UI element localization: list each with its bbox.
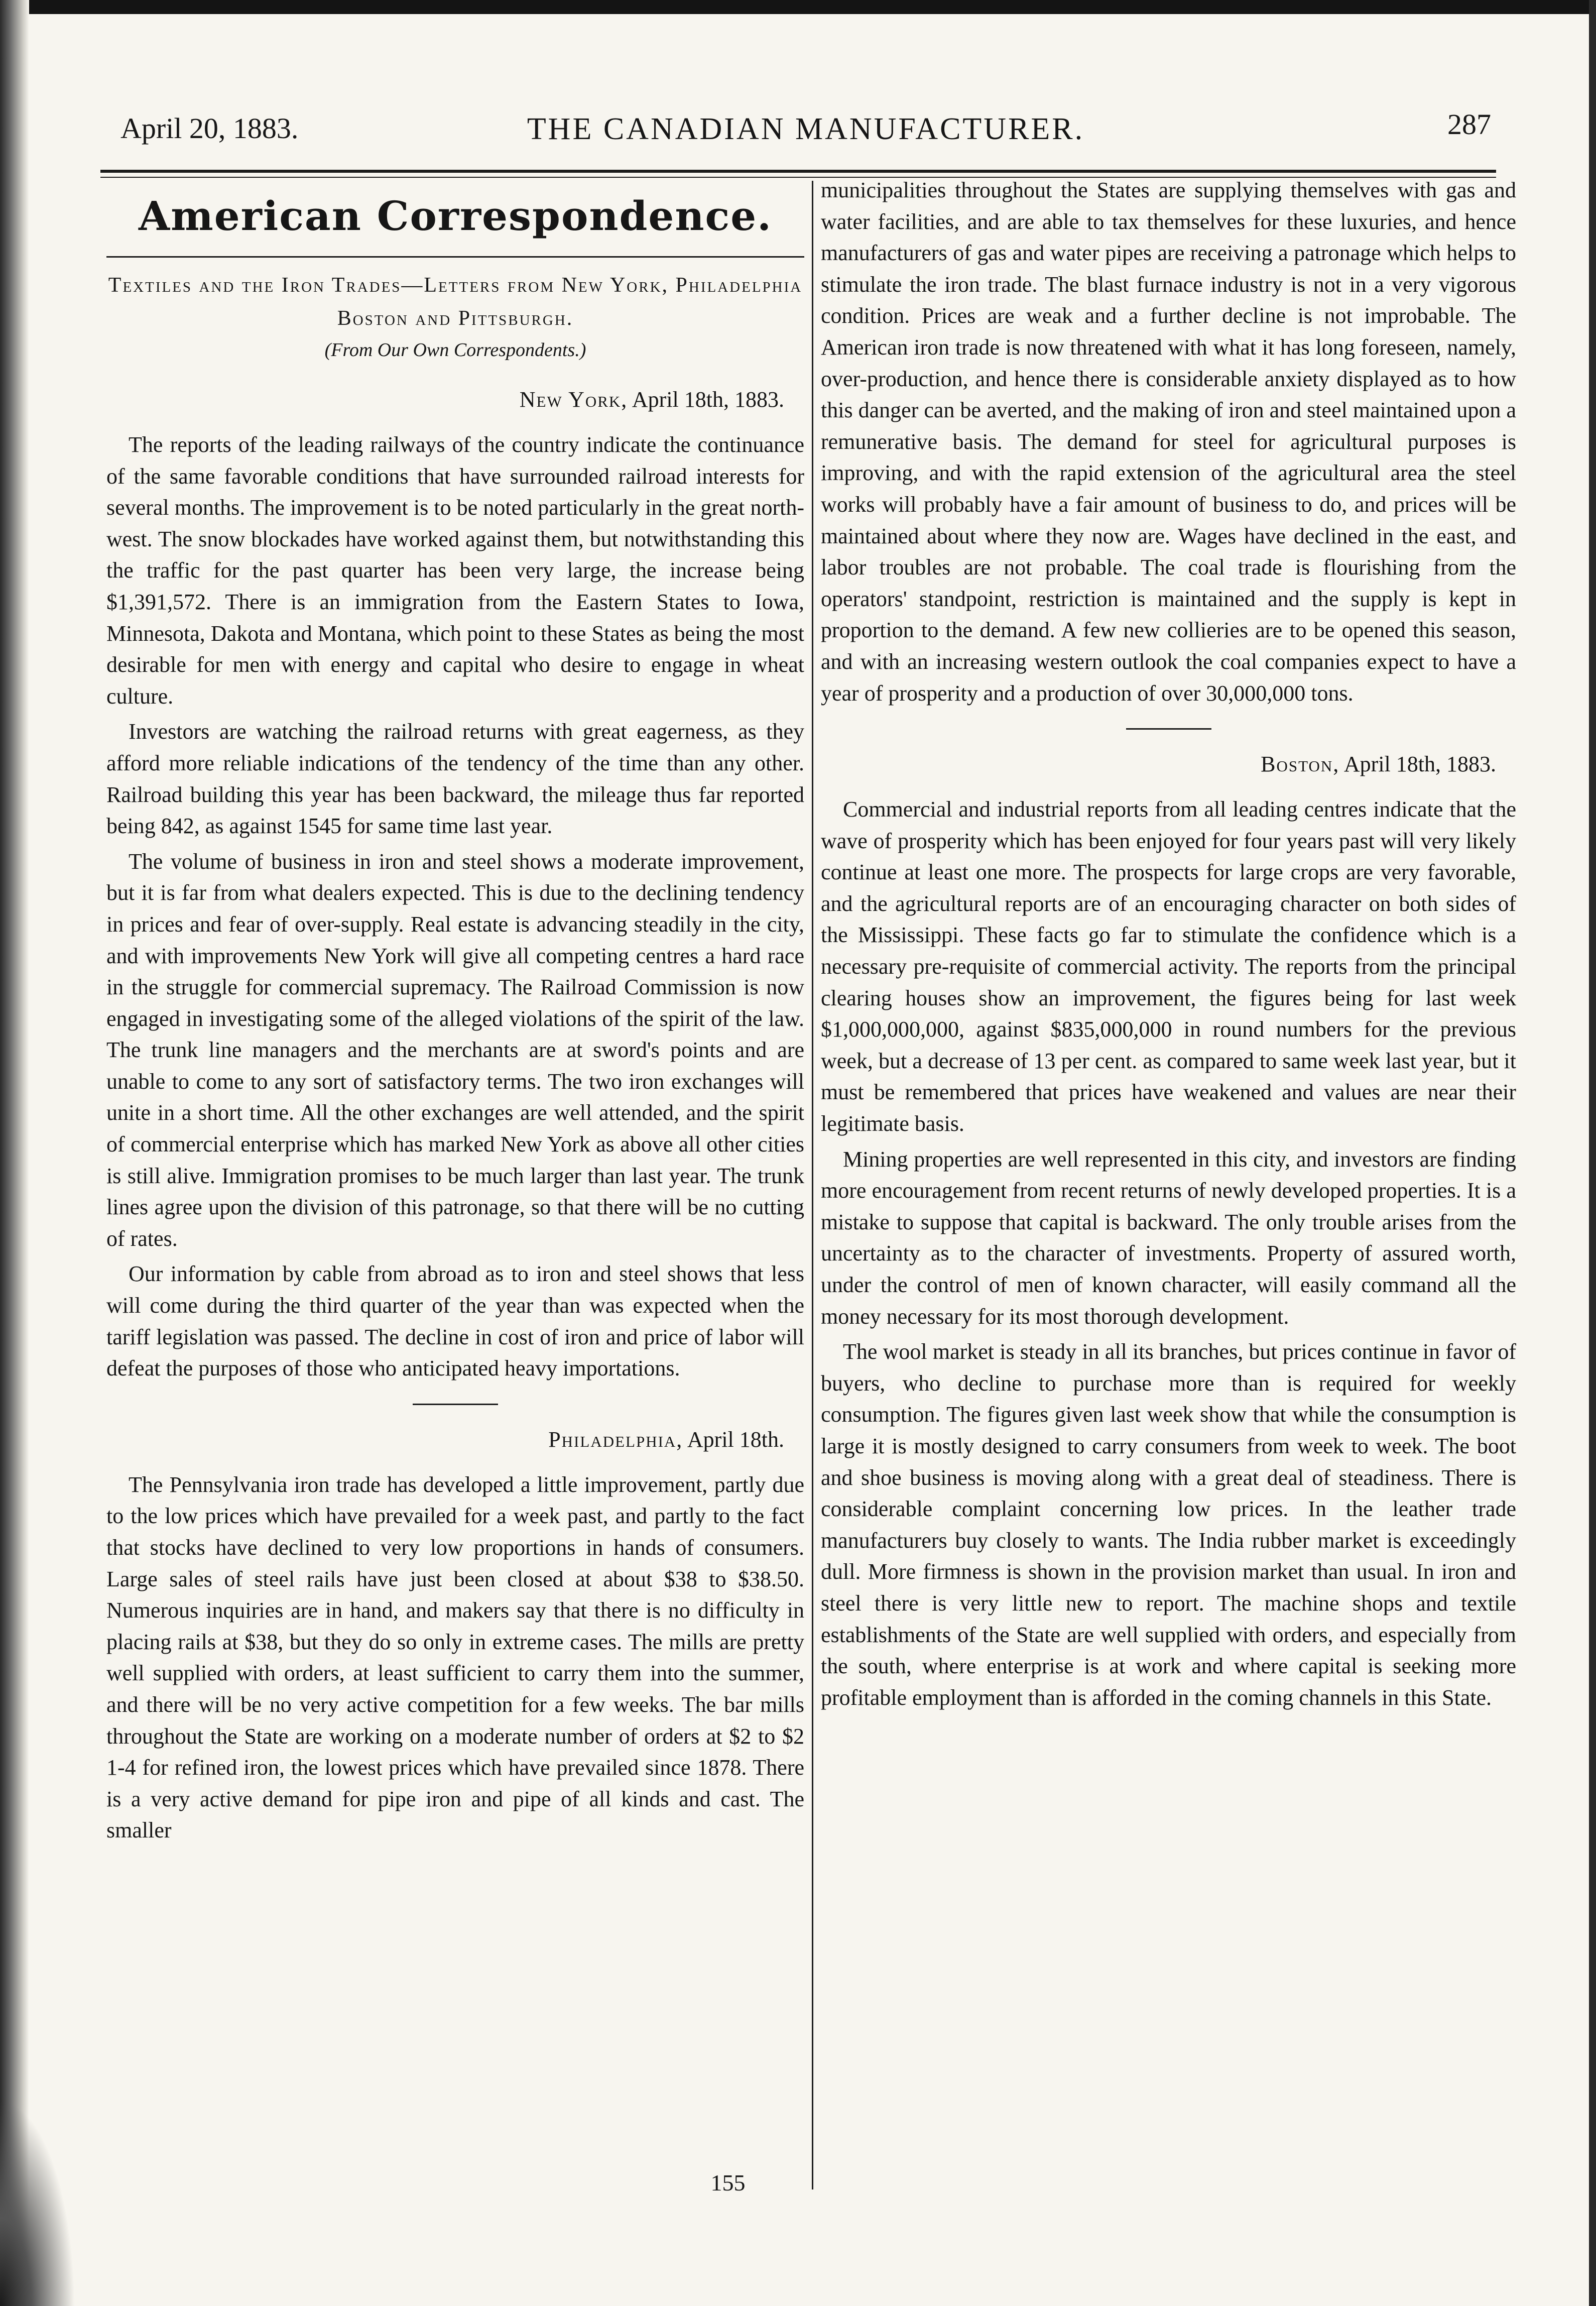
section-separator [1126, 728, 1211, 730]
dateline-date: April 18th. [687, 1427, 784, 1452]
dateline-place: Boston, [1261, 752, 1340, 777]
header-title: THE CANADIAN MANUFACTURER. [527, 112, 1085, 146]
page-top-edge [0, 0, 1596, 14]
section-separator [413, 1404, 498, 1405]
dateline-date: April 18th, 1883. [1343, 752, 1496, 777]
new-york-paragraph: The volume of business in iron and steel shows a moderate improvement, but it is far from what dealers expected. This is due to the declining tendency in prices and fear of over-supply. Real estate is advancing steadily in the city, and with improvements New York will give all competing centres a hard race in the struggle for commercial supremacy. The Railroad Commission is now engaged in investigating some of the alleged violations of the spirit of the law. The trunk line managers and the merchants are at sword's points and are unable to come to any sort of satisfactory terms. The two iron exchanges will unite in a short time. All the other exchanges are well attended, and the spirit of commercial enterprise which has marked New York as above all other cities is still alive. Immigration promises to be much larger than last year. The trunk lines agree upon the division of this patronage, so that there will be no cutting of rates. [106, 849, 804, 1251]
philadelphia-paragraph: The Pennsylvania iron trade has developed a little improvement, partly due to the low prices which have prevailed for a week past, and partly to the fact that stocks have declined to very low proportions in hands of consumers. Large sales of steel rails have just been closed at about $38 to $38.50. Numerous inquiries are in hand, and makers say that there is no difficulty in placing rails at $38, but they do so only in extreme cases. The mills are pretty well supplied with orders, at least sufficient to carry them into the summer, and there will be no very active competition for a few weeks. The bar mills throughout the State are working on a moderate number of orders at $2 to $2 1-4 for refined iron, the lowest prices which have prevailed since 1878. There is a very active demand for pipe iron and pipe of all kinds and cast. The smaller [106, 1472, 804, 1843]
title-rule [106, 256, 804, 258]
dateline-boston [821, 748, 1516, 781]
header-rule-thick [100, 170, 1496, 173]
article-subhead: Textiles and the Iron Trades—Letters from New York, Philadelphia Boston and Pittsburgh. [108, 274, 803, 330]
right-column [821, 175, 1516, 1713]
article-attribution: (From Our Own Correspondents.) [324, 339, 586, 361]
page-left-edge [0, 0, 29, 2306]
header-date: April 20, 1883. [120, 112, 299, 145]
boston-paragraph: Commercial and industrial reports from all leading centres indicate that the wave of prosperity which has been enjoyed for four years past will very likely continue at least one more. The prospects for large crops are very favorable, and the agricultural reports are of an encouraging character on both sides of the Mississippi. These facts go far to stimulate the confidence which is a necessary pre-requisite of commercial activity. The reports from the principal clearing houses show an improvement, the figures being for last week $1,000,000,000, against $835,000,000 in round numbers for the previous week, but a decrease of 13 per cent. as compared to same week last year, but it must be remembered that prices have weakened and values are near their legitimate basis. [821, 797, 1516, 1136]
boston-paragraph: The wool market is steady in all its branches, but prices continue in favor of buyers, who decline to purchase more than is required for weekly consumption. The figures given last week show that while the consumption is large it is mostly designed to carry consumers from week to week. The boot and shoe business is moving along with a great deal of steadiness. There is considerable complaint concerning low prices. In the leather trade manufacturers buy closely to wants. The India rubber market is exceedingly dull. More firmness is shown in the provision market than usual. In iron and steel there is very little new to report. The machine shops and textile establishments of the State are well supplied with orders, and especially from the south, where enterprise is at work and where capital is seeking more profitable employment than is afforded in the coming channels in this State. [821, 1339, 1516, 1710]
folio-number: 155 [710, 2170, 746, 2196]
new-york-paragraph: Our information by cable from abroad as to iron and steel shows that less will come during the third quarter of the year than was expected when the tariff legislation was passed. The decline in cost of iron and price of labor will defeat the purposes of those who anticipated heavy importations. [106, 1261, 804, 1381]
page-right-edge [1589, 0, 1596, 2306]
section-title: American Correspondence. [139, 192, 772, 240]
new-york-paragraph: Investors are watching the railroad returns with great eagerness, as they afford more reliable indications of the tendency of the time than any other. Railroad building this year has been backward, the mileage thus far reported being 842, as against 1545 for same time last year. [106, 719, 804, 839]
dateline-new-york [106, 383, 804, 416]
running-header [120, 108, 1491, 162]
dateline-place: New York, [519, 387, 628, 412]
dateline-date: April 18th, 1883. [632, 387, 784, 412]
left-column [106, 191, 804, 1847]
header-page-number: 287 [1447, 108, 1491, 141]
philadelphia-paragraph-continued: municipalities throughout the States are supplying themselves with gas and water facilities, and are able to tax themselves for these luxuries, and hence manufacturers of gas and water pipes are receiving a patronage which helps to stimulate the iron trade. The blast furnace industry is not in a very vigorous condition. Prices are weak and a further decline is not improbable. The American iron trade is now threatened with what it has long foreseen, namely, over-production, and hence there is considerable anxiety displayed as to how this danger can be averted, and the making of iron and steel maintained upon a remunerative basis. The demand for steel for agricultural purposes is improving, and with the rapid extension of the agricultural area the steel works will probably have a fair amount of business to do, and prices will be maintained about where they now are. Wages have declined in the east, and labor troubles are not probable. The coal trade is flourishing from the operators' standpoint, restriction is maintained and the supply is kept in proportion to the demand. A few new collieries are to be opened this season, and with an increasing western outlook the coal companies expect to have a year of prosperity and a production of over 30,000,000 tons. [821, 178, 1516, 706]
new-york-paragraph: The reports of the leading railways of the country indicate the continuance of the same favorable conditions that have surrounded railroad interests for several months. The improvement is to be noted particularly in the great north-west. The snow blockades have worked against them, but notwithstanding this the traffic for the past quarter has been very large, the increase being $1,391,572. There is an immigration from the Eastern States to Iowa, Minnesota, Dakota and Montana, which point to these States as being the most desirable for men with energy and capital who desire to engage in wheat culture. [106, 432, 804, 709]
dateline-place: Philadelphia, [548, 1427, 683, 1452]
page-corner-shadow [0, 2099, 75, 2306]
dateline-philadelphia [106, 1423, 804, 1456]
column-divider [812, 181, 813, 2189]
boston-paragraph: Mining properties are well represented in this city, and investors are finding more encouragement from recent returns of newly developed properties. It is a mistake to suppose that capital is backward. The only trouble arises from the uncertainty as to the character of investments. Property of assured worth, under the control of men of known character, will easily command all the money necessary for its most thorough development. [821, 1146, 1516, 1329]
